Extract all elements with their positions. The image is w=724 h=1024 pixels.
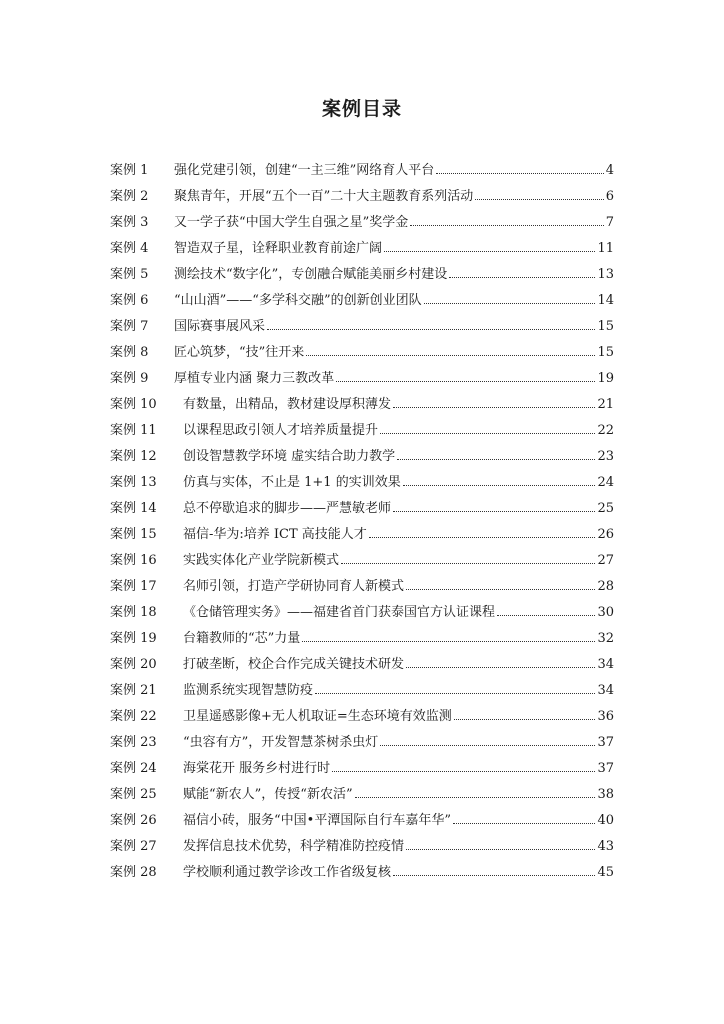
toc-dot-leader <box>393 875 595 876</box>
toc-entry-label: 案例 23 <box>110 735 157 750</box>
toc-entry-title: 《仓储管理实务》——福建省首门获泰国官方认证课程 <box>183 605 496 620</box>
toc-entry-title: 创设智慧教学环境 虚实结合助力教学 <box>183 449 396 464</box>
toc-entry-label: 案例 20 <box>110 657 157 672</box>
toc-entry-page-number: 36 <box>597 709 614 724</box>
toc-dot-leader <box>497 615 595 616</box>
toc-entry[interactable] <box>110 263 614 289</box>
toc-entry-page-number: 14 <box>597 293 614 308</box>
toc-entry[interactable] <box>110 523 614 549</box>
toc-entry-page-number: 40 <box>597 813 614 828</box>
toc-entry-page-number: 25 <box>597 501 614 516</box>
toc-entry-title: 卫星遥感影像+无人机取证=生态环境有效监测 <box>183 709 452 724</box>
toc-dot-leader <box>449 277 595 278</box>
toc-dot-leader <box>406 667 595 668</box>
toc-entry-page-number: 15 <box>597 345 614 360</box>
toc-entry[interactable] <box>110 237 614 263</box>
toc-entry-title: 仿真与实体，不止是 1+1 的实训效果 <box>183 475 401 490</box>
toc-entry-label: 案例 9 <box>110 371 149 386</box>
toc-entry-title: 学校顺利通过教学诊改工作省级复核 <box>183 865 392 880</box>
toc-entry[interactable] <box>110 705 614 731</box>
toc-entry[interactable] <box>110 211 614 237</box>
toc-entry-label: 案例 18 <box>110 605 157 620</box>
toc-entry-page-number: 28 <box>597 579 614 594</box>
toc-entry-page-number: 34 <box>597 657 614 672</box>
toc-entry[interactable] <box>110 757 614 783</box>
toc-entry-label: 案例 28 <box>110 865 157 880</box>
toc-dot-leader <box>315 693 595 694</box>
toc-entry-title: 厚植专业内涵 聚力三教改革 <box>174 371 335 386</box>
toc-entry[interactable] <box>110 471 614 497</box>
toc-entry[interactable] <box>110 679 614 705</box>
toc-entry-page-number: 4 <box>605 163 614 178</box>
toc-entry-title: 匠心筑梦，“技”往开来 <box>174 345 305 360</box>
toc-entry-label: 案例 1 <box>110 163 149 178</box>
toc-entry-page-number: 32 <box>597 631 614 646</box>
toc-entry-title: 聚焦青年，开展“五个一百”二十大主题教育系列活动 <box>174 189 474 204</box>
toc-entry-label: 案例 25 <box>110 787 157 802</box>
toc-entry[interactable] <box>110 315 614 341</box>
toc-entry-page-number: 21 <box>597 397 614 412</box>
toc-dot-leader <box>336 381 595 382</box>
toc-entry-title: 又一学子获“中国大学生自强之星”奖学金 <box>174 215 409 230</box>
toc-entry-label: 案例 21 <box>110 683 157 698</box>
toc-entry[interactable] <box>110 341 614 367</box>
toc-dot-leader <box>393 511 595 512</box>
toc-entry-title: 福信小砖，服务“中国•平潭国际自行车嘉年华” <box>183 813 451 828</box>
toc-entry-label: 案例 17 <box>110 579 157 594</box>
toc-entry[interactable] <box>110 549 614 575</box>
toc-entry-title: 发挥信息技术优势，科学精准防控疫情 <box>183 839 405 854</box>
toc-entry[interactable] <box>110 497 614 523</box>
toc-entry-label: 案例 14 <box>110 501 157 516</box>
toc-entry-label: 案例 22 <box>110 709 157 724</box>
toc-entry-page-number: 26 <box>597 527 614 542</box>
toc-entry-title: 强化党建引领，创建“一主三维”网络育人平台 <box>174 163 435 178</box>
toc-dot-leader <box>403 485 596 486</box>
toc-entry-page-number: 30 <box>597 605 614 620</box>
toc-entry-page-number: 6 <box>605 189 614 204</box>
toc-entry-label: 案例 13 <box>110 475 157 490</box>
toc-dot-leader <box>424 303 596 304</box>
toc-entry-label: 案例 12 <box>110 449 157 464</box>
toc-dot-leader <box>332 771 595 772</box>
toc-entry[interactable] <box>110 809 614 835</box>
toc-entry-page-number: 22 <box>597 423 614 438</box>
toc-dot-leader <box>475 199 603 200</box>
toc-dot-leader <box>341 563 595 564</box>
toc-dot-leader <box>436 173 603 174</box>
toc-entry-page-number: 23 <box>597 449 614 464</box>
toc-entry-title: 名师引领，打造产学研协同育人新模式 <box>183 579 405 594</box>
toc-entry[interactable] <box>110 445 614 471</box>
toc-entry-title: “山山酒”——“多学科交融”的创新创业团队 <box>174 293 422 308</box>
toc-entry-label: 案例 24 <box>110 761 157 776</box>
toc-dot-leader <box>406 589 595 590</box>
toc-entry-label: 案例 2 <box>110 189 149 204</box>
toc-entry[interactable] <box>110 393 614 419</box>
toc-entry[interactable] <box>110 731 614 757</box>
toc-dot-leader <box>453 823 595 824</box>
toc-dot-leader <box>306 355 595 356</box>
toc-entry-title: 有数量，出精品，教材建设厚积薄发 <box>183 397 392 412</box>
toc-entry-title: 赋能“新农人”，传授“新农活” <box>183 787 353 802</box>
toc-entry-page-number: 15 <box>597 319 614 334</box>
toc-entry-page-number: 45 <box>597 865 614 880</box>
toc-entry-title: 总不停歇追求的脚步——严慧敏老师 <box>183 501 392 516</box>
toc-entry-title: 监测系统实现智慧防疫 <box>183 683 314 698</box>
toc-entry-page-number: 34 <box>597 683 614 698</box>
toc-entry-title: 以课程思政引领人才培养质量提升 <box>183 423 379 438</box>
toc-entry-label: 案例 4 <box>110 241 149 256</box>
toc-entry-page-number: 27 <box>597 553 614 568</box>
toc-entry-label: 案例 26 <box>110 813 157 828</box>
toc-entry[interactable] <box>110 783 614 809</box>
toc-entry-title: 测绘技术“数字化”，专创融合赋能美丽乡村建设 <box>174 267 448 282</box>
toc-entry-title: “虫容有方”，开发智慧茶树杀虫灯 <box>183 735 379 750</box>
toc-dot-leader <box>384 251 595 252</box>
toc-entry-label: 案例 7 <box>110 319 149 334</box>
toc-entry[interactable] <box>110 367 614 393</box>
toc-dot-leader <box>406 849 595 850</box>
toc-entry[interactable] <box>110 861 614 887</box>
toc-entry[interactable] <box>110 835 614 861</box>
toc-entry-page-number: 37 <box>597 761 614 776</box>
toc-entry[interactable] <box>110 419 614 445</box>
toc-dot-leader <box>302 641 595 642</box>
toc-entry-label: 案例 10 <box>110 397 157 412</box>
toc-entry[interactable] <box>110 159 614 185</box>
toc-dot-leader <box>369 537 596 538</box>
table-of-contents <box>110 159 614 887</box>
toc-dot-leader <box>454 719 596 720</box>
toc-dot-leader <box>355 797 596 798</box>
toc-entry[interactable] <box>110 601 614 627</box>
toc-entry-label: 案例 15 <box>110 527 157 542</box>
toc-dot-leader <box>410 225 603 226</box>
toc-entry-title: 台籍教师的“芯”力量 <box>183 631 301 646</box>
toc-entry[interactable] <box>110 627 614 653</box>
toc-entry-title: 海棠花开 服务乡村进行时 <box>183 761 331 776</box>
toc-entry[interactable] <box>110 575 614 601</box>
toc-dot-leader <box>397 459 595 460</box>
toc-entry-label: 案例 27 <box>110 839 157 854</box>
toc-entry-title: 实践实体化产业学院新模式 <box>183 553 340 568</box>
toc-entry-title: 国际赛事展风采 <box>174 319 266 334</box>
toc-dot-leader <box>393 407 595 408</box>
toc-entry-page-number: 19 <box>597 371 614 386</box>
toc-entry-title: 打破垄断，校企合作完成关键技术研发 <box>183 657 405 672</box>
toc-entry-page-number: 11 <box>597 241 614 256</box>
toc-entry-page-number: 38 <box>597 787 614 802</box>
toc-dot-leader <box>267 329 595 330</box>
toc-entry[interactable] <box>110 185 614 211</box>
toc-dot-leader <box>380 433 595 434</box>
toc-entry-page-number: 37 <box>597 735 614 750</box>
toc-entry-label: 案例 19 <box>110 631 157 646</box>
toc-entry-page-number: 24 <box>597 475 614 490</box>
toc-dot-leader <box>380 745 595 746</box>
toc-entry-title: 智造双子星，诠释职业教育前途广阔 <box>174 241 383 256</box>
toc-entry-label: 案例 8 <box>110 345 149 360</box>
toc-entry-page-number: 13 <box>597 267 614 282</box>
toc-entry-title: 福信-华为:培养 ICT 高技能人才 <box>183 527 367 542</box>
toc-entry-label: 案例 16 <box>110 553 157 568</box>
toc-entry-label: 案例 11 <box>110 423 157 438</box>
toc-entry-page-number: 43 <box>597 839 614 854</box>
toc-entry-label: 案例 6 <box>110 293 149 308</box>
toc-entry-label: 案例 5 <box>110 267 149 282</box>
toc-entry[interactable] <box>110 653 614 679</box>
toc-entry-page-number: 7 <box>605 215 614 230</box>
toc-entry[interactable] <box>110 289 614 315</box>
page-title: 案例目录 <box>321 98 402 120</box>
toc-entry-label: 案例 3 <box>110 215 149 230</box>
